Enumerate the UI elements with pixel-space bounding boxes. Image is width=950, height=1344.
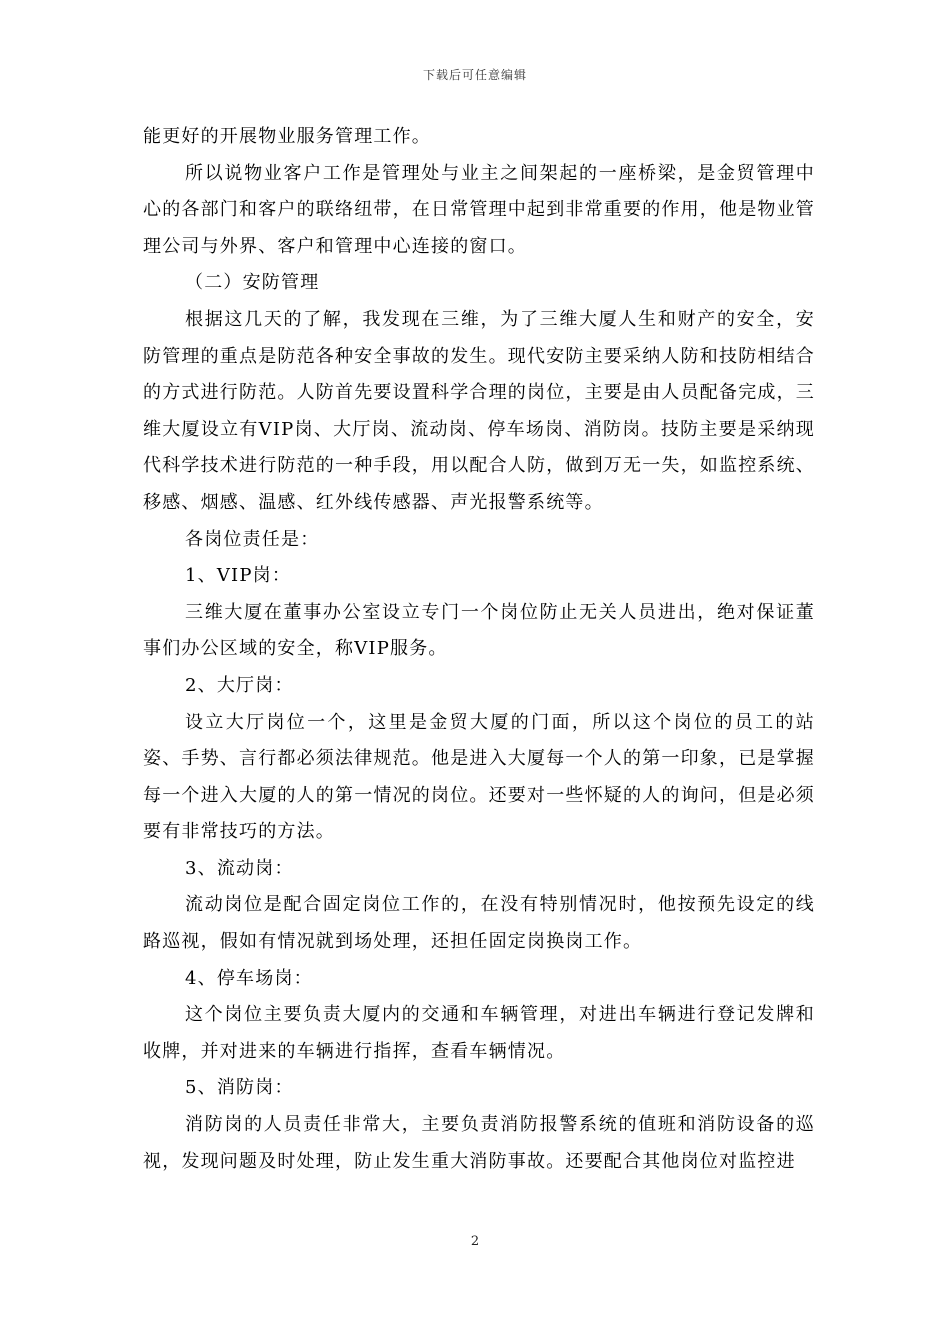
- subheading-vip-post: 1、VIP岗：: [185, 565, 292, 587]
- paragraph-continuation: 能更好的开展物业服务管理工作。: [143, 126, 431, 147]
- subheading-fire-post: 5、消防岗：: [185, 1077, 294, 1099]
- paragraph-parking-post: 这个岗位主要负责大厦内的交通和车辆管理，对进出车辆进行登记发牌和收牌，并对进来的车辆进行指挥，查看车辆情况。: [143, 1004, 815, 1062]
- page-number: 2: [470, 1234, 480, 1249]
- section-heading-security: （二）安防管理: [185, 272, 320, 294]
- paragraph-patrol-post: 流动岗位是配合固定岗位工作的，在没有特别情况时，他按预先设定的线路巡视，假如有情况就到场处理，还担任固定岗换岗工作。: [143, 894, 815, 953]
- paragraph-post-duties-intro: 各岗位责任是：: [185, 528, 320, 550]
- page-header: 下载后可任意编辑: [422, 68, 527, 82]
- paragraph-customer-bridge: 所以说物业客户工作是管理处与业主之间架起的一座桥梁，是金贸管理中心的各部门和客户的联络纽带，在日常管理中起到非常重要的作用，他是物业管理公司与外界、客户和管理中心连接的窗口。: [143, 162, 815, 257]
- subheading-lobby-post: 2、大厅岗：: [185, 674, 294, 696]
- subheading-patrol-post: 3、流动岗：: [185, 857, 294, 879]
- paragraph-vip-post: 三维大厦在董事办公室设立专门一个岗位防止无关人员进出，绝对保证董事们办公区域的安全，称VIP服务。: [143, 601, 815, 660]
- paragraph-fire-post: 消防岗的人员责任非常大，主要负责消防报警系统的值班和消防设备的巡视，发现问题及时处理，防止发生重大消防事故。还要配合其他岗位对监控进: [143, 1114, 815, 1172]
- document-body: [143, 119, 815, 1180]
- subheading-parking-post: 4、停车场岗：: [185, 967, 313, 989]
- paragraph-security-overview: 根据这几天的了解，我发现在三维，为了三维大厦人生和财产的安全，安防管理的重点是防范各种安全事故的发生。现代安防主要采纳人防和技防相结合的方式进行防范。人防首先要设置科学合理的岗位，主要是由人员配备完成，三维大厦设立有VIP岗、大厅岗、流动岗、停车场岗、消防岗。技防主要是采纳现代科学技术进行防范的一种手段，用以配合人防，做到万无一失，如监控系统、移感、烟感、温感、红外线传感器、声光报警系统等。: [143, 308, 815, 513]
- paragraph-lobby-post: 设立大厅岗位一个，这里是金贸大厦的门面，所以这个岗位的员工的站姿、手势、言行都必须法律规范。他是进入大厦每一个人的第一印象，已是掌握每一个进入大厦的人的第一情况的岗位。还要对一些怀疑的人的询问，但是必须要有非常技巧的方法。: [143, 711, 815, 843]
